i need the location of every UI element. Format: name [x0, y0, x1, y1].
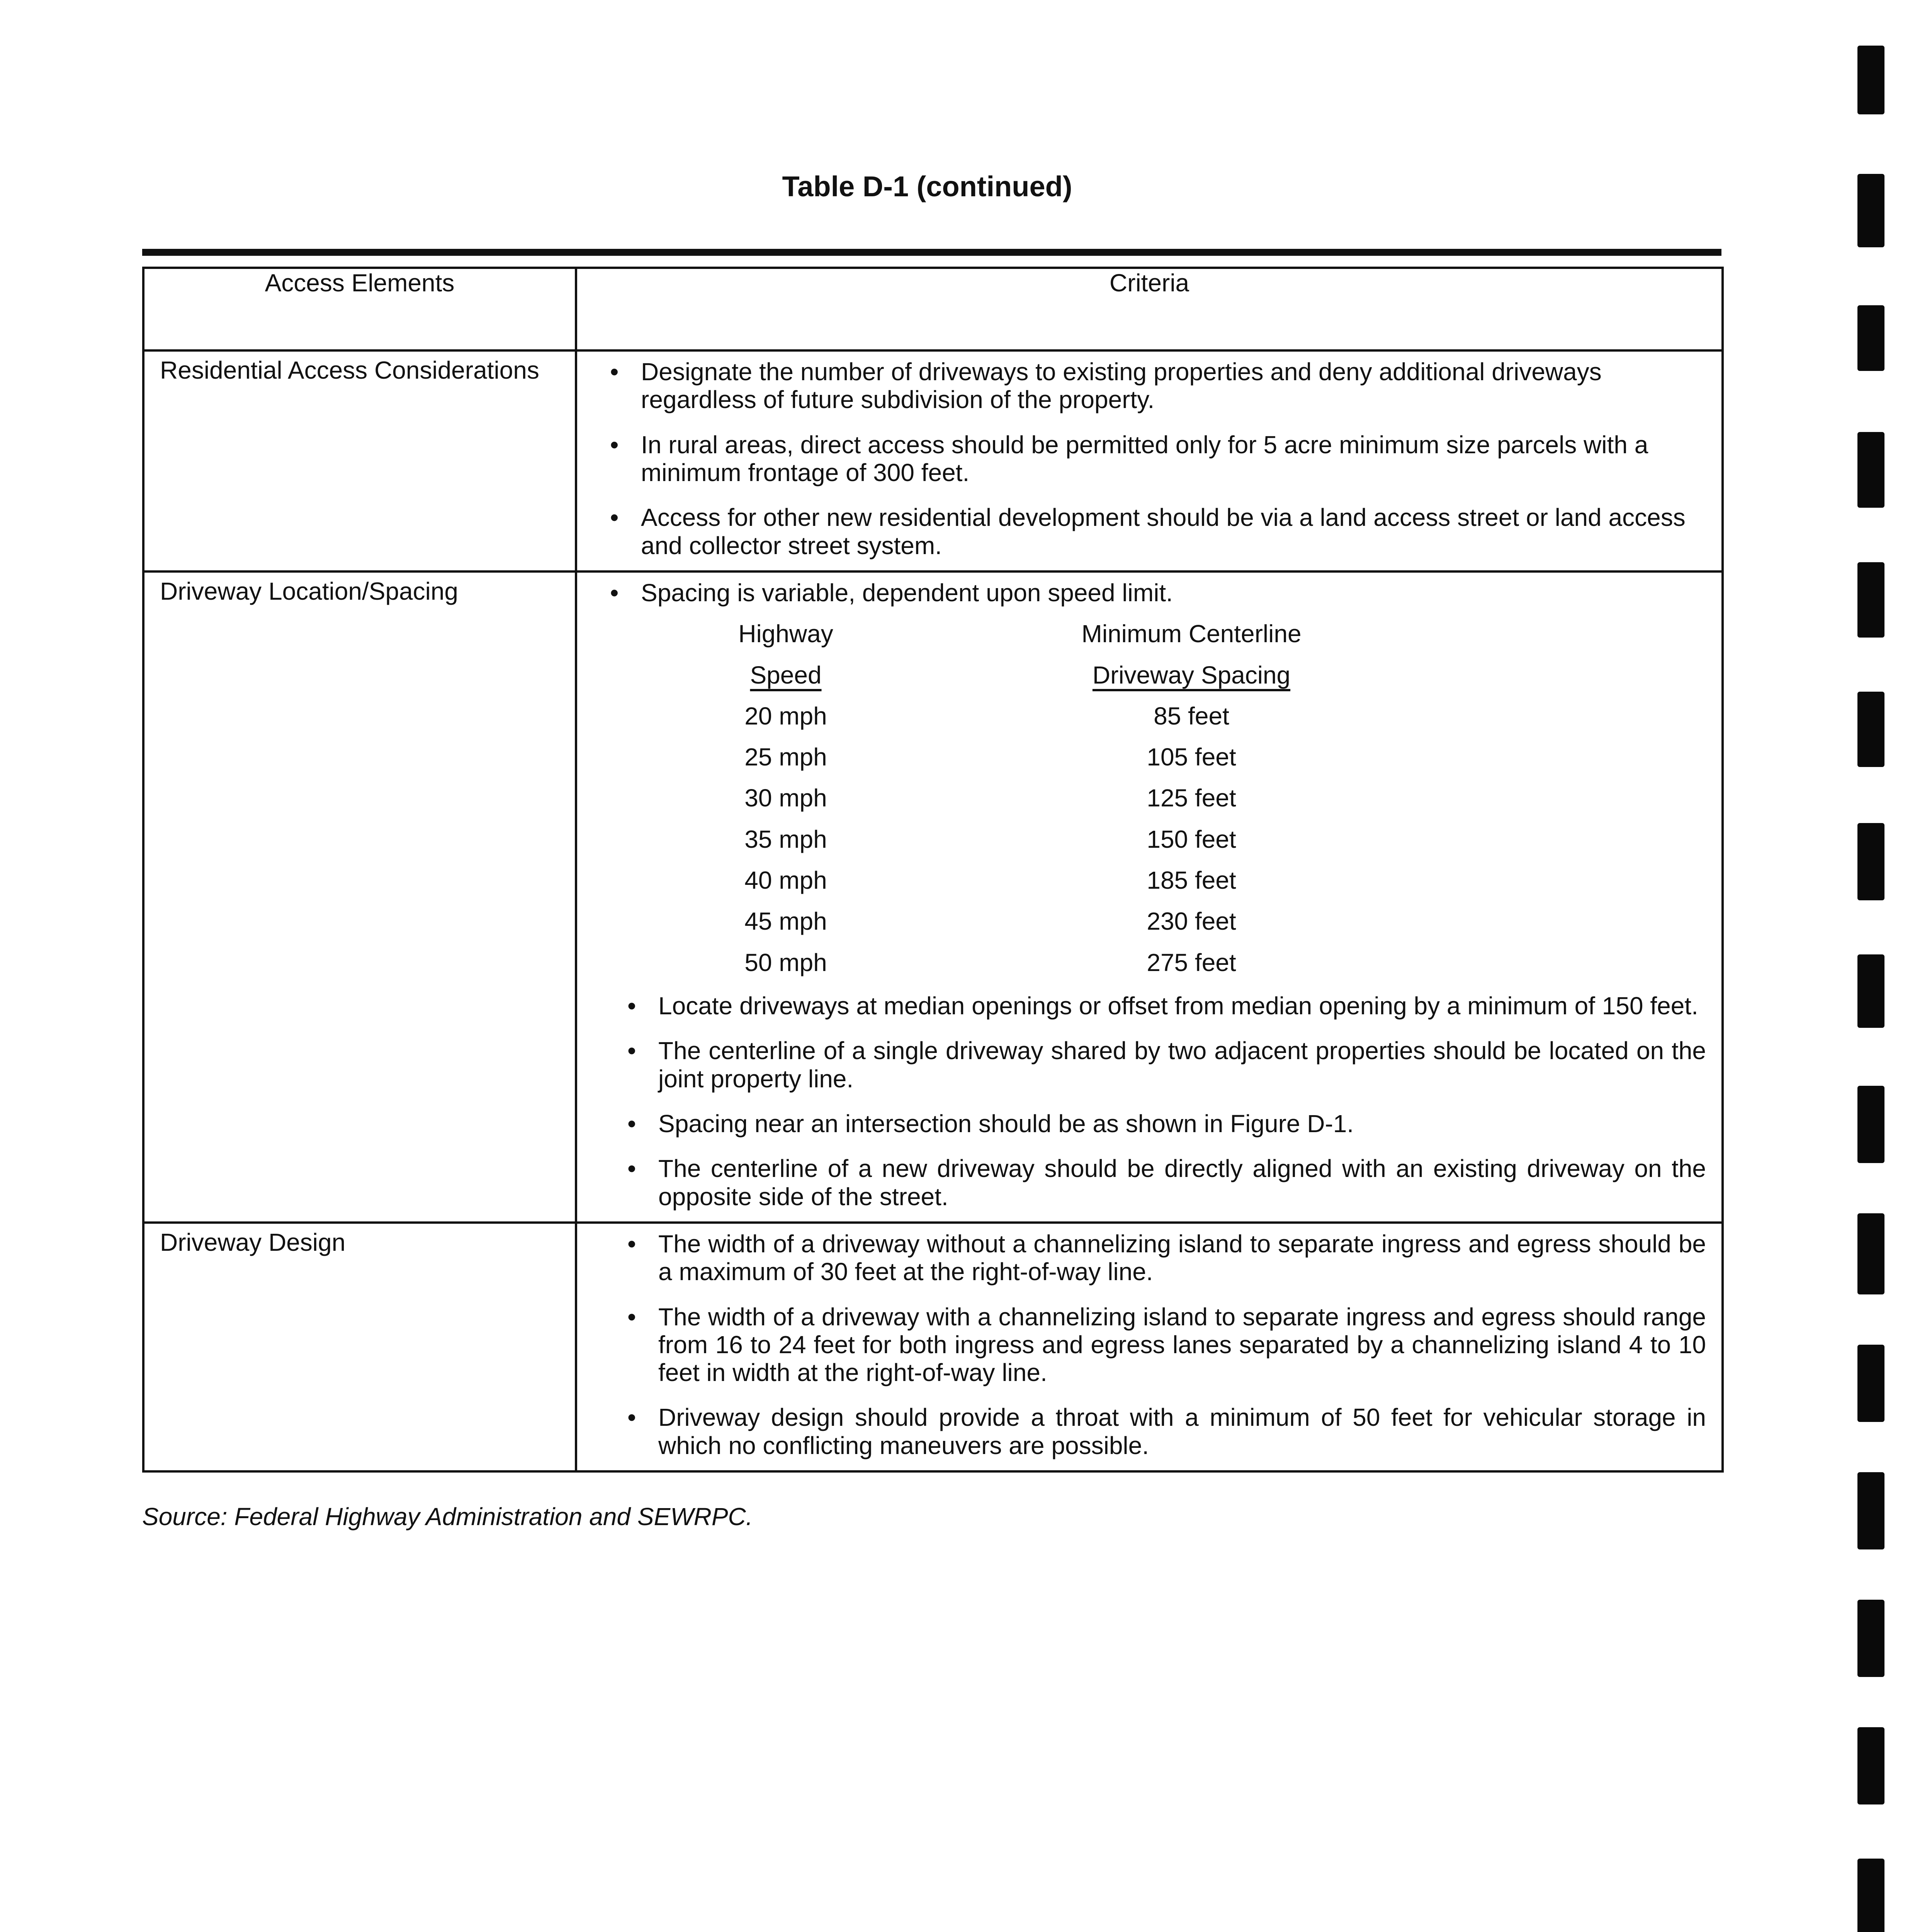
- spacing-value: 85 feet: [1154, 702, 1229, 730]
- binder-hole: [1857, 692, 1884, 767]
- spacing-value: 150 feet: [1147, 825, 1236, 853]
- binder-hole: [1857, 562, 1884, 638]
- source-note: Source: Federal Highway Administration and SEWRPC.: [142, 1503, 753, 1531]
- spacing-value: 275 feet: [1147, 948, 1236, 976]
- row-element: Driveway Location/Spacing: [143, 571, 576, 1223]
- bullet-item: • The width of a driveway without a channelizing island to separate ingress and egress should be a maximum of 30 feet at the right-of-way line.: [658, 1230, 1706, 1286]
- binder-hole: [1857, 1345, 1884, 1422]
- spacing-value: 105 feet: [1147, 743, 1236, 771]
- row-element: Residential Access Considerations: [143, 350, 576, 571]
- bullet-list: [593, 358, 1706, 560]
- speed-value: 25 mph: [744, 743, 827, 771]
- bullet-list: [593, 579, 1706, 607]
- header-criteria: Criteria: [576, 268, 1723, 350]
- binder-hole: [1857, 1859, 1884, 1932]
- speed-value: 20 mph: [744, 702, 827, 730]
- binder-hole: [1857, 823, 1884, 900]
- bullet-item: • Locate driveways at median openings or offset from median opening by a minimum of 150 feet.: [658, 992, 1706, 1020]
- binder-hole: [1857, 954, 1884, 1028]
- spacing-value: 125 feet: [1147, 784, 1236, 812]
- row-criteria: [576, 1223, 1723, 1471]
- bullet-item: • Access for other new residential development should be via a land access street or land access and collector street system.: [641, 503, 1706, 560]
- speed-value: 50 mph: [744, 948, 827, 976]
- spacing-table: [670, 620, 1706, 976]
- speed-value: 45 mph: [744, 907, 827, 935]
- bullet-item: • Spacing near an intersection should be as shown in Figure D-1.: [658, 1110, 1706, 1138]
- table-header-row: [143, 268, 1723, 350]
- spacing-head-1: Minimum Centerline: [1081, 620, 1302, 648]
- table-row: [143, 350, 1723, 571]
- page-title: Table D-1 (continued): [782, 170, 1072, 202]
- binder-hole: [1857, 174, 1884, 247]
- bullet-list: [593, 992, 1706, 1211]
- row-element: Driveway Design: [143, 1223, 576, 1471]
- spacing-head-2: Driveway Spacing: [1092, 661, 1291, 689]
- binder-hole: [1857, 1213, 1884, 1294]
- speed-value: 40 mph: [744, 866, 827, 895]
- speed-value: 30 mph: [744, 784, 827, 812]
- bullet-item: • The centerline of a single driveway shared by two adjacent properties should be located on the joint property line.: [658, 1037, 1706, 1093]
- bullet-item: • Designate the number of driveways to existing properties and deny additional driveways regardless of future subdivision of the property.: [641, 358, 1706, 414]
- bullet-item: • Driveway design should provide a throat with a minimum of 50 feet for vehicular storage in which no conflicting maneuvers are possible.: [658, 1403, 1706, 1459]
- binder-hole: [1857, 432, 1884, 508]
- table-row: [143, 571, 1723, 1223]
- row-criteria: [576, 571, 1723, 1223]
- table-row: [143, 1223, 1723, 1471]
- speed-value: 35 mph: [744, 825, 827, 853]
- bullet-list: [593, 1230, 1706, 1459]
- binder-hole: [1857, 1472, 1884, 1549]
- header-access-elements: Access Elements: [143, 268, 576, 350]
- binder-hole: [1857, 305, 1884, 371]
- binder-holes: [1850, 0, 1915, 1932]
- criteria-table: [142, 267, 1724, 1473]
- binder-hole: [1857, 1600, 1884, 1677]
- bullet-item: • The centerline of a new driveway should be directly aligned with an existing driveway on the opposite side of the street.: [658, 1155, 1706, 1211]
- binder-hole: [1857, 1727, 1884, 1804]
- bullet-item: • The width of a driveway with a channelizing island to separate ingress and egress should range from 16 to 24 feet for both ingress and egress lanes separated by a channelizing island 4 to 10 feet in width at the right-of-way line.: [658, 1303, 1706, 1387]
- binder-hole: [1857, 46, 1884, 114]
- bullet-item: • Spacing is variable, dependent upon speed limit.: [641, 579, 1706, 607]
- spacing-value: 230 feet: [1147, 907, 1236, 935]
- spacing-value: 185 feet: [1147, 866, 1236, 895]
- speed-head-1: Highway: [738, 620, 833, 648]
- bullet-item: • In rural areas, direct access should be permitted only for 5 acre minimum size parcels with a minimum frontage of 300 feet.: [641, 431, 1706, 487]
- title-rule: [142, 249, 1721, 256]
- binder-hole: [1857, 1086, 1884, 1163]
- row-criteria: [576, 350, 1723, 571]
- speed-head-2: Speed: [750, 661, 822, 689]
